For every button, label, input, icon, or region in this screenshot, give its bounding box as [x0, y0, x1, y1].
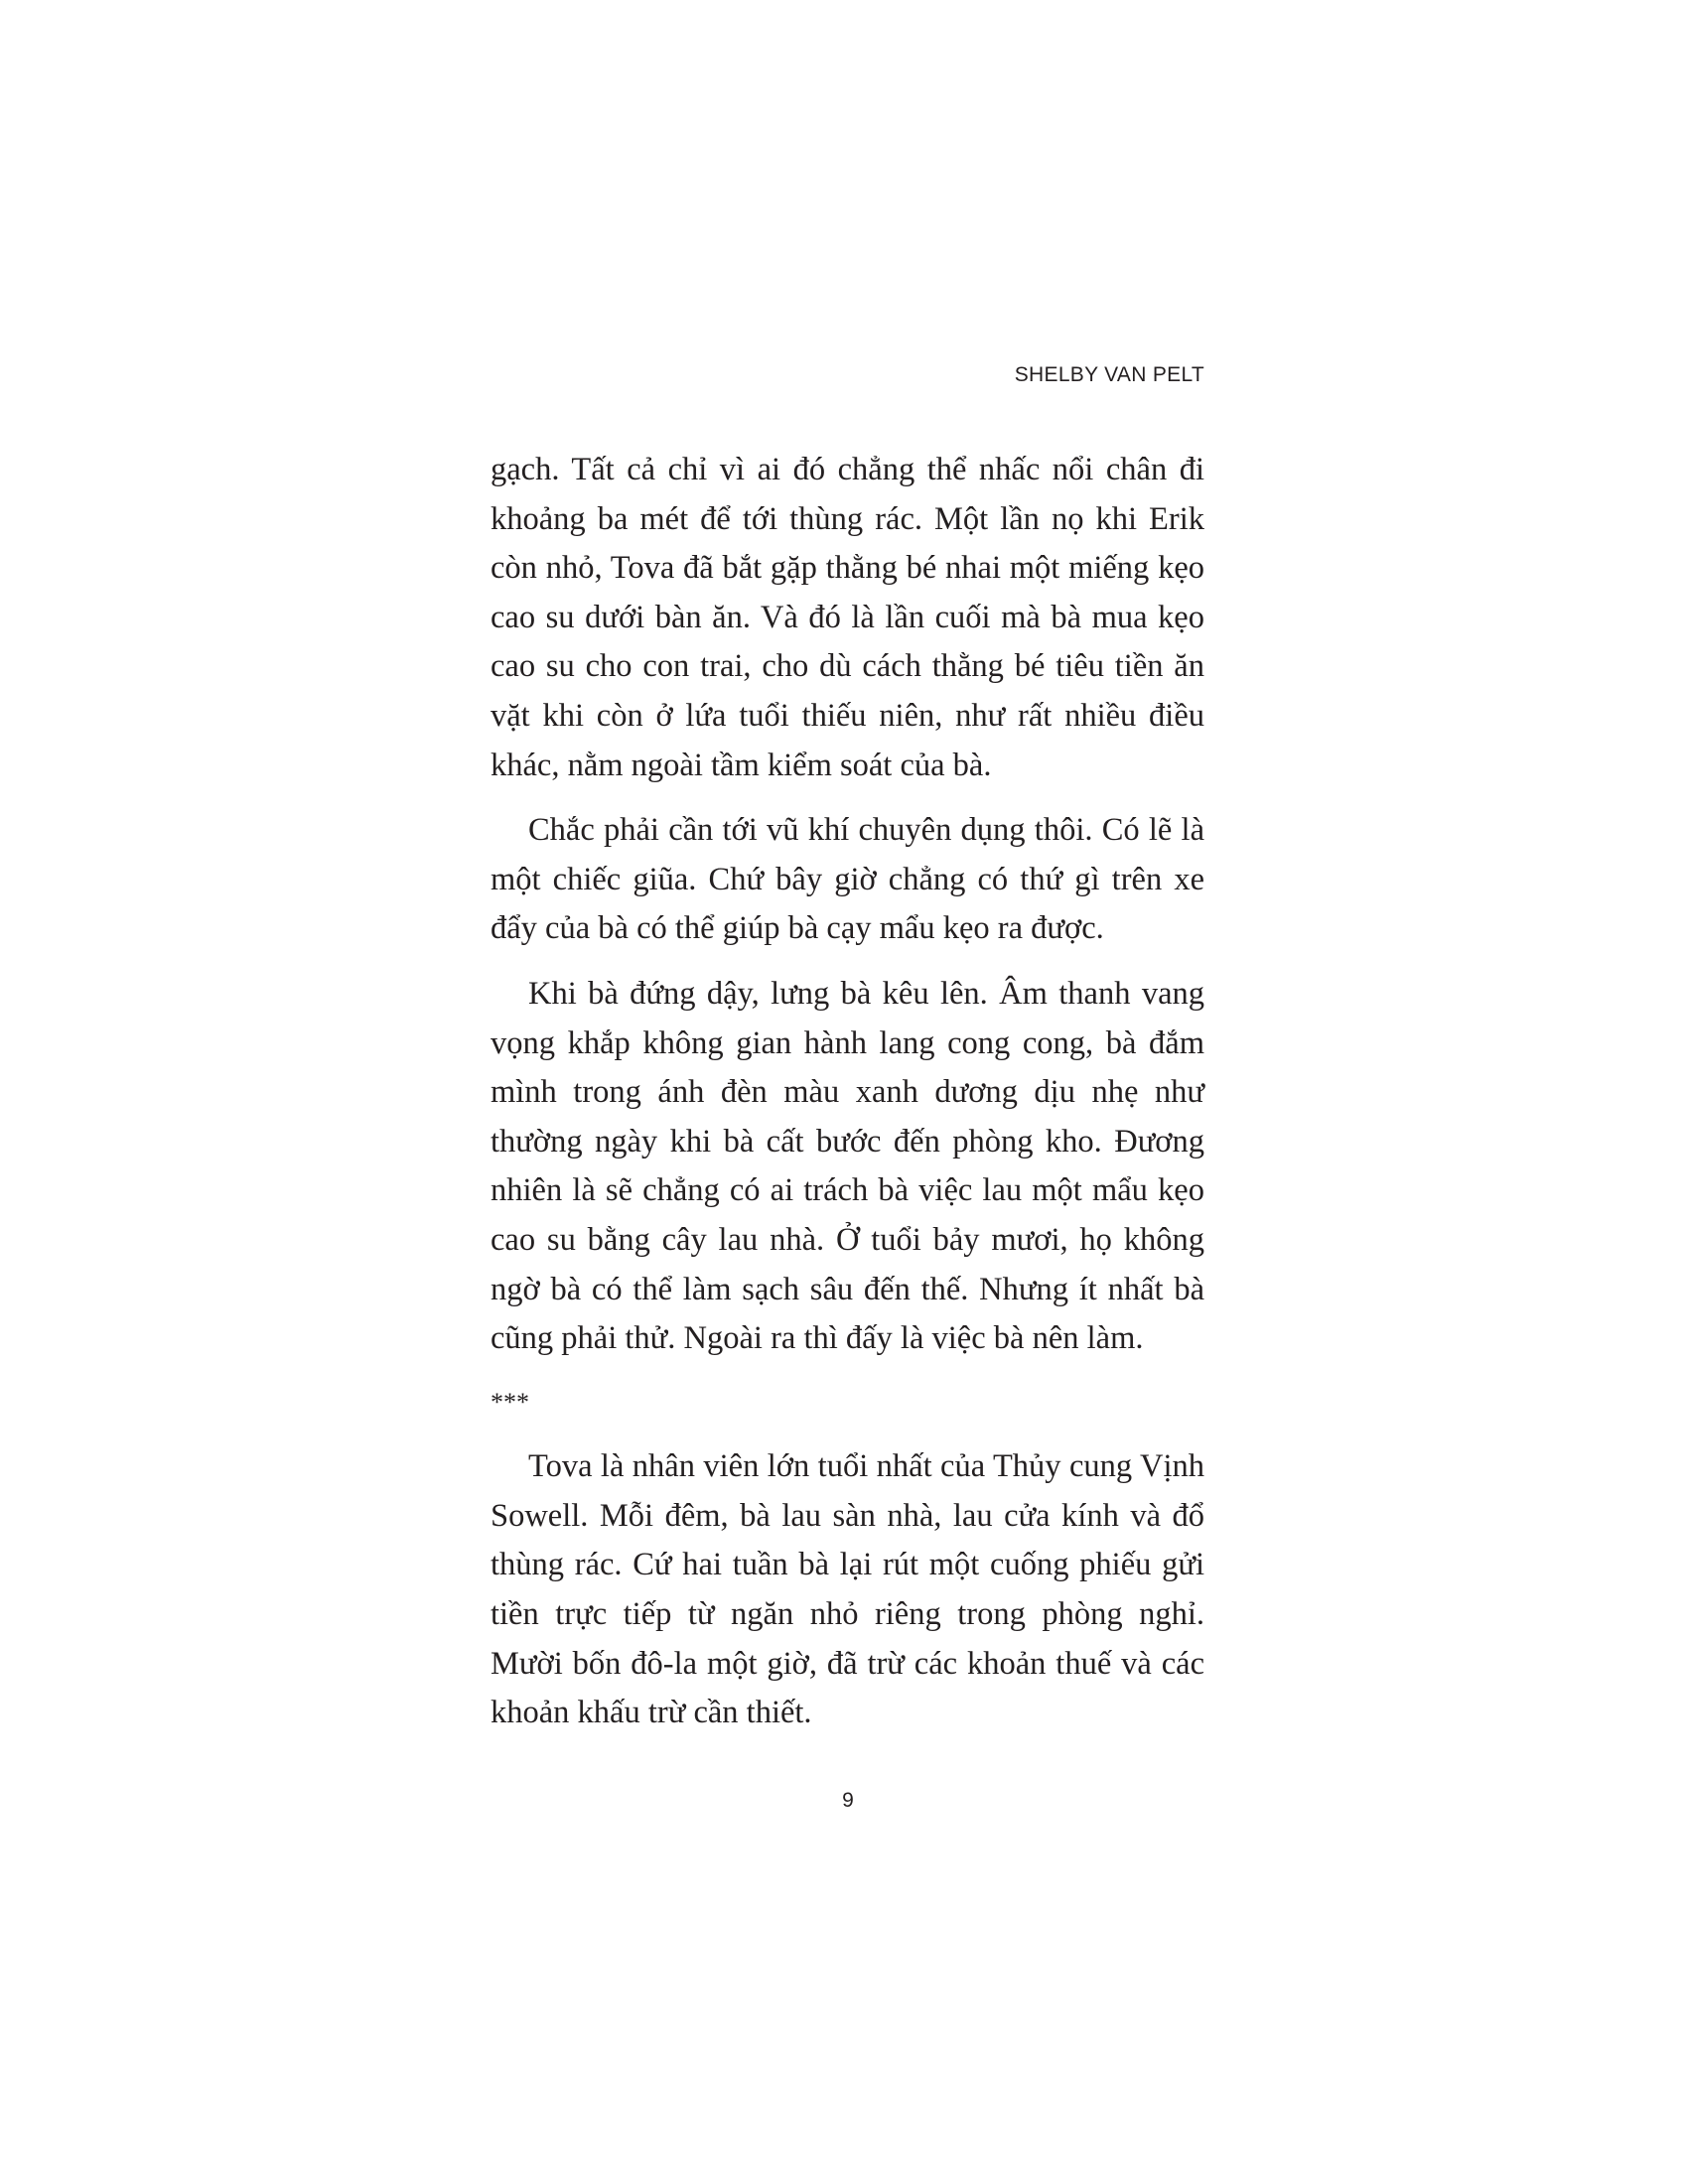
paragraph: Tova là nhân viên lớn tuổi nhất của Thủy cung Vịnh Sowell. Mỗi đêm, bà lau sàn nhà, lau cửa kính và đổ thùng rác. Cứ hai tuần bà lại rút một cuống phiếu gửi tiền trực tiếp từ ngăn nhỏ riêng trong phòng nghỉ. Mười bốn đô-la một giờ, đã trừ các khoản thuế và các khoản khấu trừ cần thiết. [491, 1448, 1204, 1731]
scene-break: *** [491, 1387, 529, 1417]
running-head-author: SHELBY VAN PELT [1014, 363, 1204, 386]
page-number: 9 [842, 1789, 854, 1812]
body-text [491, 446, 1204, 1738]
paragraph: Khi bà đứng dậy, lưng bà kêu lên. Âm thanh vang vọng khắp không gian hành lang cong cong, bà đắm mình trong ánh đèn màu xanh dương dịu nhẹ như thường ngày khi bà cất bước đến phòng kho. Đương nhiên là sẽ chẳng có ai trách bà việc lau một mẩu kẹo cao su bằng cây lau nhà. Ở tuổi bảy mươi, họ không ngờ bà có thể làm sạch sâu đến thế. Nhưng ít nhất bà cũng phải thử. Ngoài ra thì đấy là việc bà nên làm. [491, 975, 1204, 1357]
paragraph: Chắc phải cần tới vũ khí chuyên dụng thôi. Có lẽ là một chiếc giũa. Chứ bây giờ chẳng có thứ gì trên xe đẩy của bà có thể giúp bà cạy mẩu kẹo ra được. [491, 812, 1204, 947]
paragraph-continued: gạch. Tất cả chỉ vì ai đó chẳng thể nhấc nổi chân đi khoảng ba mét để tới thùng rác. Một lần nọ khi Erik còn nhỏ, Tova đã bắt gặp thằng bé nhai một miếng kẹo cao su dưới bàn ăn. Và đó là lần cuối mà bà mua kẹo cao su cho con trai, cho dù cách thằng bé tiêu tiền ăn vặt khi còn ở lứa tuổi thiếu niên, như rất nhiều điều khác, nằm ngoài tầm kiểm soát của bà. [491, 452, 1204, 783]
